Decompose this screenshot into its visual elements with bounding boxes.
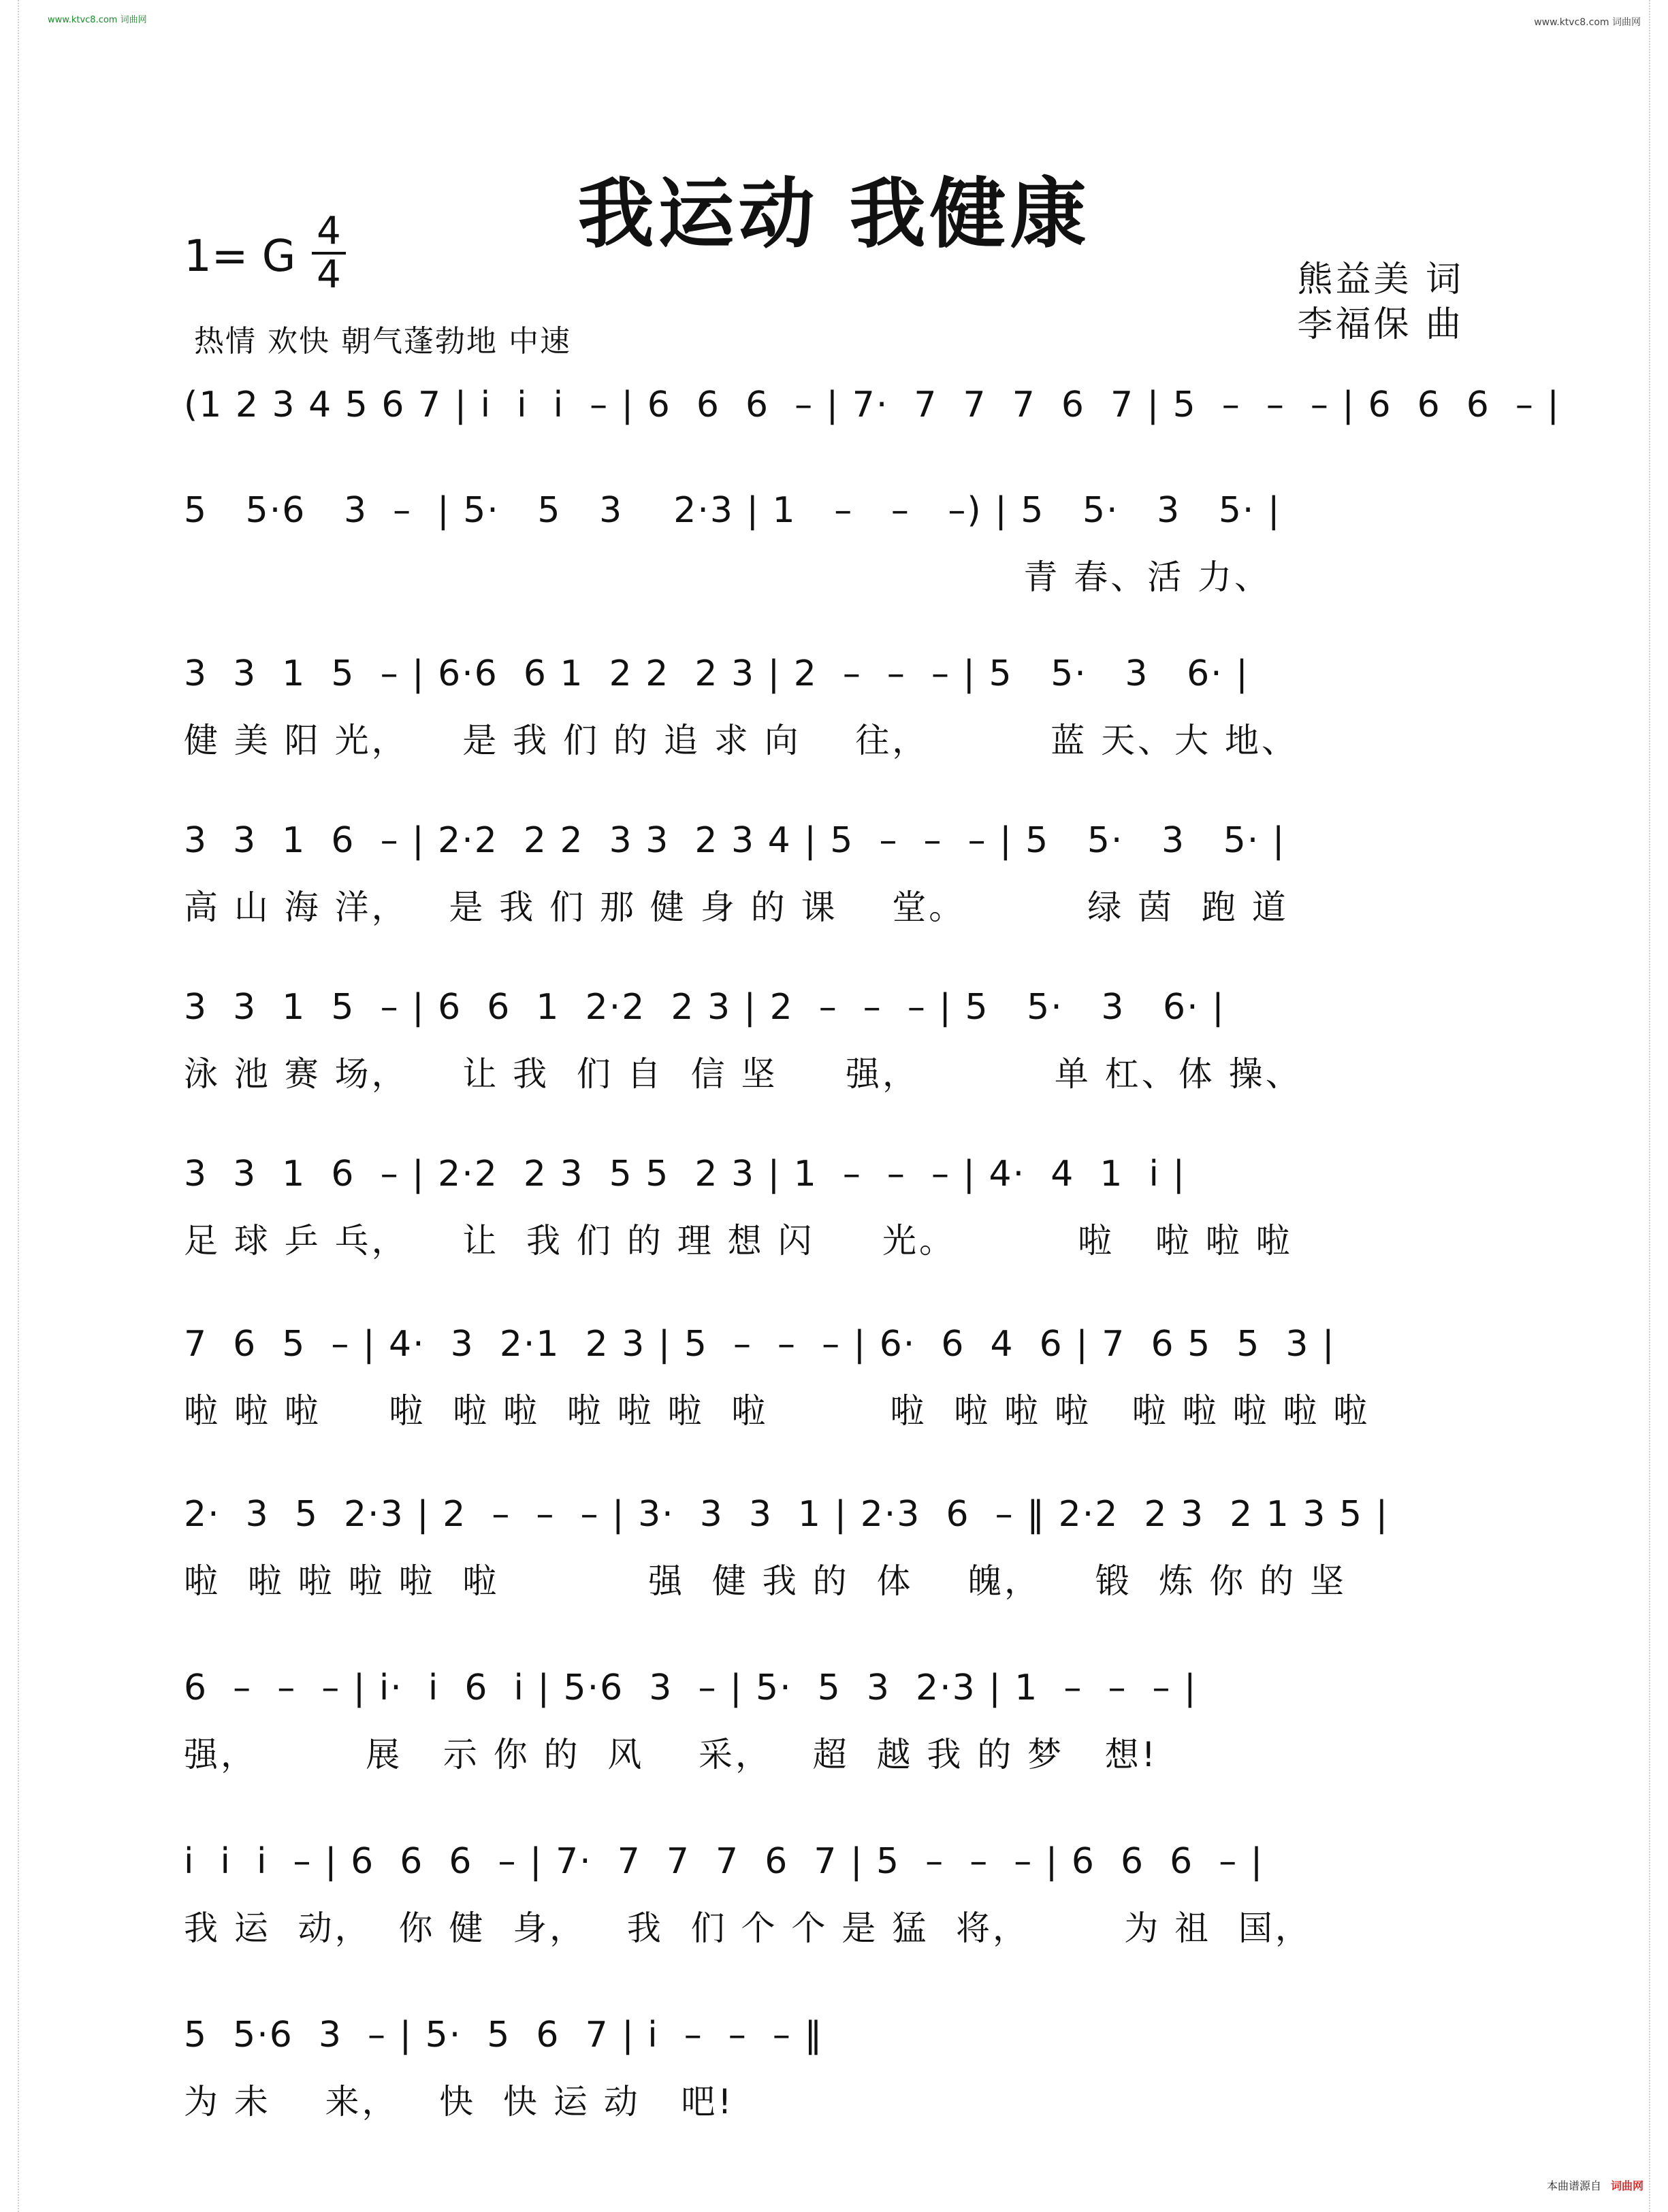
notation-line: 5 5·6 3 – | 5· 5 6 7 | i – – – ‖ <box>184 2015 824 2055</box>
time-signature-numerator: 4 <box>312 212 346 255</box>
notation-line: i i i – | 6 6 6 – | 7· 7 7 7 6 7 | 5 – – – | 6 6 6 – | <box>184 1841 1264 1882</box>
time-signature <box>312 209 346 297</box>
lyrics-line: 青 春、活 力、 <box>184 557 1272 597</box>
footer <box>1547 2177 1643 2193</box>
lyrics-line: 我 运 动， 你 健 身， 我 们 个 个 是 猛 将， 为 祖 国， <box>184 1908 1312 1948</box>
lyrics-line: 强， 展 示 你 的 风 采， 超 越 我 的 梦 想! <box>184 1735 1158 1774</box>
credits <box>1297 257 1464 347</box>
tempo-marking: 热情 欢快 朝气蓬勃地 中速 <box>194 324 571 359</box>
notation-line: 5 5·6 3 – | 5· 5 3 2·3 | 1 – – –) | 5 5· 3 5· | <box>184 490 1281 531</box>
right-margin-strip <box>1649 0 1668 2212</box>
site-watermark-left: www.ktvc8.com 词曲网 <box>48 15 147 25</box>
lyrics-line: 啦 啦 啦 啦 啦 啦 强 健 我 的 体 魄， 锻 炼 你 的 坚 <box>184 1561 1347 1601</box>
time-signature-denominator: 4 <box>317 253 341 297</box>
footer-brand-logo: 词曲网 <box>1610 2179 1643 2192</box>
notation-line: 3 3 1 5 – | 6·6 6 1 2 2 2 3 | 2 – – – | 5 5· 3 6· | <box>184 653 1249 694</box>
lyrics-line: 高 山 海 洋， 是 我 们 那 健 身 的 课 堂。 绿 茵 跑 道 <box>184 888 1289 927</box>
lyrics-line: 健 美 阳 光， 是 我 们 的 追 求 向 往， 蓝 天、大 地、 <box>184 721 1299 760</box>
notation-line: 3 3 1 5 – | 6 6 1 2·2 2 3 | 2 – – – | 5 5· 3 6· | <box>184 987 1225 1028</box>
notation-line: 3 3 1 6 – | 2·2 2 3 5 5 2 3 | 1 – – – | 4· 4 1 i | <box>184 1154 1186 1194</box>
left-margin-strip <box>0 0 19 2212</box>
lyricist-credit: 熊益美 词 <box>1297 259 1464 300</box>
footer-text: 本曲谱源自 <box>1546 2179 1601 2192</box>
key-signature: 1= G <box>184 231 296 282</box>
lyrics-line: 啦 啦 啦 啦 啦 啦 啦 啦 啦 啦 啦 啦 啦 啦 啦 啦 啦 啦 啦 <box>184 1391 1370 1431</box>
lyrics-line: 足 球 乒 乓， 让 我 们 的 理 想 闪 光。 啦 啦 啦 啦 <box>184 1221 1293 1260</box>
notation-line: (1 2 3 4 5 6 7 | i i i – | 6 6 6 – | 7· 7 7 7 6 7 | 5 – – – | 6 6 6 – | <box>184 385 1560 425</box>
lyrics-line: 为 未 来， 快 快 运 动 吧! <box>184 2082 735 2121</box>
composer-credit: 李福保 曲 <box>1297 304 1464 345</box>
notation-line: 7 6 5 – | 4· 3 2·1 2 3 | 5 – – – | 6· 6 4 6 | 7 6 5 5 3 | <box>184 1324 1336 1365</box>
song-title: 我运动 我健康 <box>577 170 1091 259</box>
lyrics-line: 泳 池 赛 场， 让 我 们 自 信 坚 强， 单 杠、体 操、 <box>184 1054 1302 1094</box>
notation-line: 2· 3 5 2·3 | 2 – – – | 3· 3 3 1 | 2·3 6 – ‖ 2·2 2 3 2 1 3 5 | <box>184 1494 1390 1535</box>
notation-line: 6 – – – | i· i 6 i | 5·6 3 – | 5· 5 3 2·3 | 1 – – – | <box>184 1668 1198 1708</box>
site-watermark-right: www.ktvc8.com 词曲网 <box>1534 17 1641 28</box>
notation-line: 3 3 1 6 – | 2·2 2 2 3 3 2 3 4 | 5 – – – | 5 5· 3 5· | <box>184 820 1286 861</box>
